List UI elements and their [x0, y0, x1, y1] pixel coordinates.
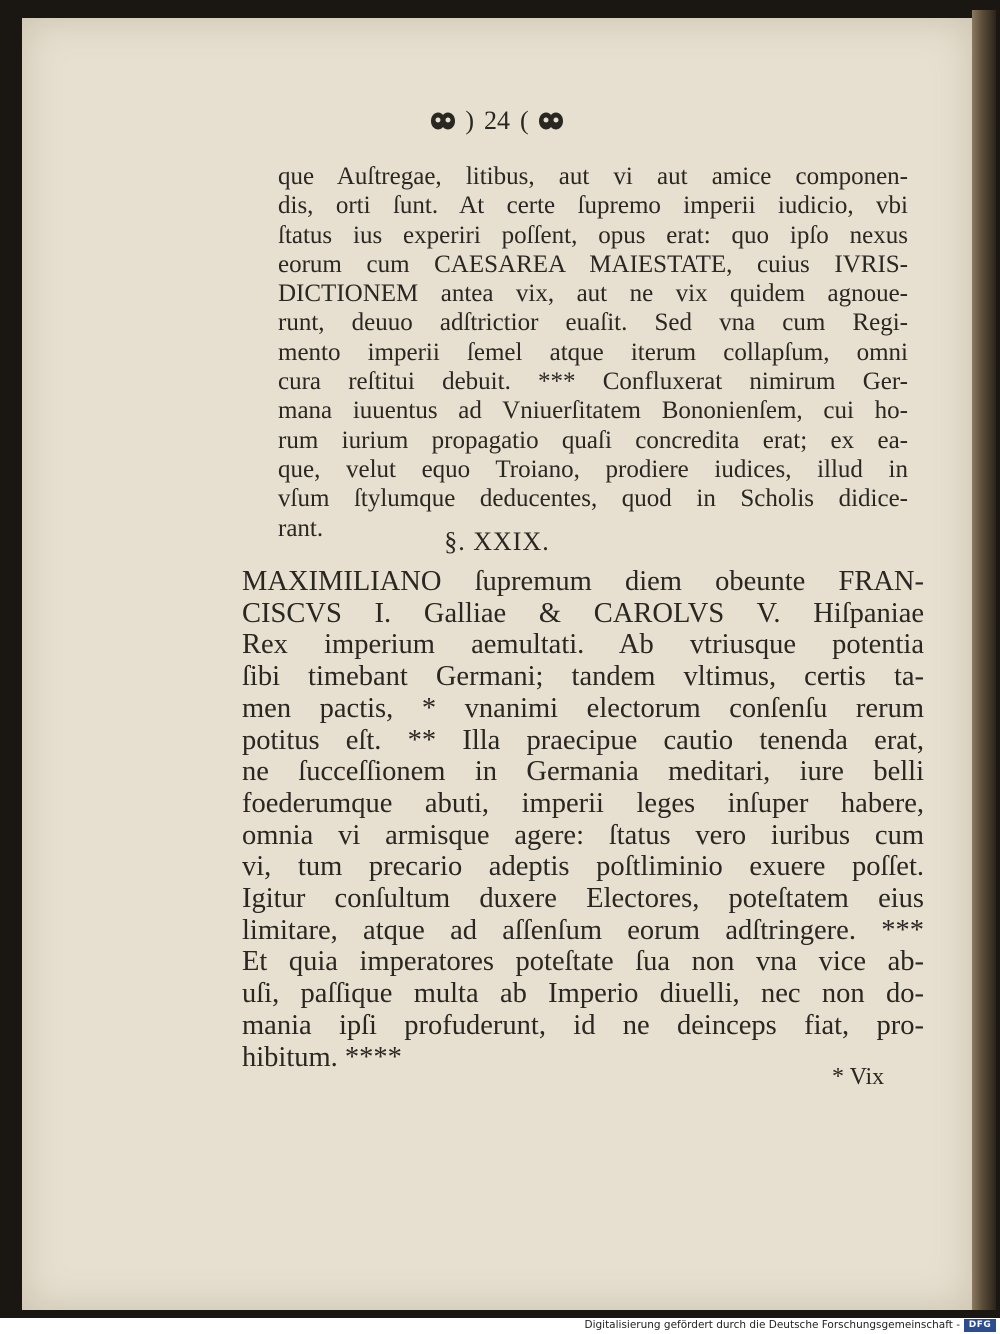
text-line: runt, deuuo adſtrictior euaſit. Sed vna cum Regi- — [278, 309, 908, 337]
book-page — [22, 18, 972, 1310]
text-line: rum iurium propagatio quaſi concredita erat; ex ea- — [278, 426, 908, 454]
footer-credit: Digitalisierung gefördert durch die Deutsche Forschungsgemeinschaft - — [584, 1319, 960, 1331]
text-line: mana iuuentus ad Vniuerſitatem Bononienſem, cui ho- — [278, 397, 908, 425]
text-line: vi, tum precario adeptis poſtliminio exuere poſſet. — [242, 851, 924, 883]
text-line: CISCVS I. Galliae & CAROLVS V. Hiſpaniae — [242, 597, 924, 629]
text-line: cura reſtitui debuit. *** Confluxerat nimirum Ger- — [278, 368, 908, 396]
text-line: hibitum. **** — [242, 1041, 402, 1073]
text-line: mento imperii ſemel atque iterum collapſum, omni — [278, 338, 908, 366]
paragraph-1 — [278, 162, 908, 543]
text-line: uſi, paſſique multa ab Imperio diuelli, nec non do- — [242, 978, 924, 1010]
text-line: potitus eſt. ** Illa praecipue cautio tenenda erat, — [242, 724, 924, 756]
text-line: que, velut equo Troiano, prodiere iudices, illud in — [278, 455, 908, 483]
text-line: men pactis, * vnanimi electorum conſenſu rerum — [242, 692, 924, 724]
dfg-logo: DFG — [964, 1319, 996, 1332]
text-line: que Auſtregae, litibus, aut vi aut amice componen- — [278, 163, 908, 190]
text-line: rant. — [278, 514, 324, 542]
text-line: DICTIONEM antea vix, aut ne vix quidem agnoue- — [278, 280, 908, 308]
paren-right: ( — [520, 106, 529, 135]
paragraph-2 — [242, 566, 924, 1073]
paren-left: ) — [465, 106, 474, 135]
text-line: eorum cum CAESAREA MAIESTATE, cuius IVRIS- — [278, 250, 908, 278]
text-line: vſum ſtylumque deducentes, quod in Scholis didice- — [278, 485, 908, 513]
catchword: * Vix — [832, 1064, 885, 1090]
right-ornament-icon — [535, 107, 567, 135]
left-ornament-icon — [427, 107, 459, 135]
text-line: omnia vi armisque agere: ſtatus vero iuribus cum — [242, 819, 924, 851]
text-line: limitare, atque ad aſſenſum eorum adſtringere. *** — [242, 914, 924, 946]
running-head — [22, 106, 972, 136]
text-line: Et quia imperatores poteſtate ſua non vna vice ab- — [242, 946, 924, 978]
text-line: Igitur conſultum duxere Electores, poteſtatem eius — [242, 883, 924, 915]
page-number: 24 — [484, 106, 510, 135]
text-line: ſtatus ius experiri poſſent, opus erat: quo ipſo nexus — [278, 221, 908, 249]
text-line: Rex imperium aemultati. Ab vtriusque potentia — [242, 629, 924, 661]
text-line: dis, orti ſunt. At certe ſupremo imperii iudicio, vbi — [278, 192, 908, 220]
text-line: mania ipſi profuderunt, id ne deinceps fiat, pro- — [242, 1009, 924, 1041]
text-line: ſibi timebant Germani; tandem vltimus, certis ta- — [242, 661, 924, 693]
text-line: ne ſucceſſionem in Germania meditari, iure belli — [242, 756, 924, 788]
page-edge — [972, 10, 996, 1310]
digitization-footer — [0, 1318, 1000, 1334]
text-line: MAXIMILIANO ſupremum diem obeunte FRAN- — [242, 566, 924, 597]
text-line: foederumque abuti, imperii leges inſuper habere, — [242, 787, 924, 819]
section-heading: §. XXIX. — [444, 527, 550, 556]
